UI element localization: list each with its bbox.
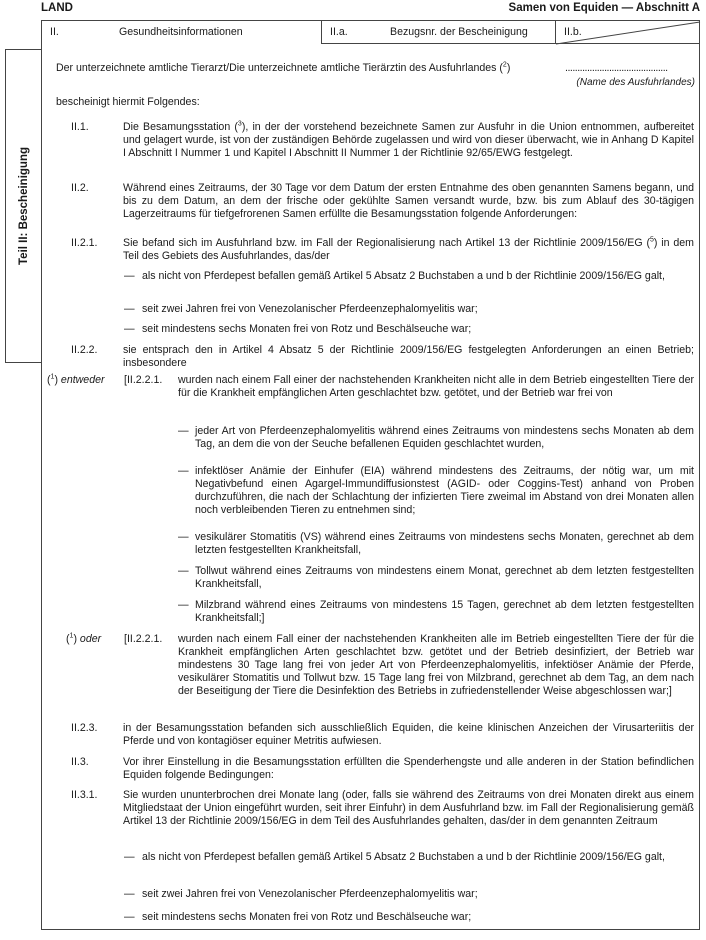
- item-ii22-text: sie entsprach den in Artikel 4 Absatz 5 der Richtlinie 2009/156/EG festgelegten Anforderungen an einen Betrieb; insbesondere: [123, 344, 694, 369]
- bullet-text: als nicht von Pferdepest befallen gemäß Artikel 5 Absatz 2 Buchstaben a und b der Richtlinie 2009/156/EG galt,: [142, 851, 665, 863]
- header-cell-label: Bezugsnr. der Bescheinigung: [390, 26, 528, 38]
- item-number: II.3.1.: [71, 789, 98, 801]
- item-text: ), in der der vorstehend bezeichnete Samen zur Ausfuhr in die Union entnommen, aufbereitet und gelagert wurde, ist von der zuständigen Behörde zugelassen und wird von dieser überwacht, wie in Anhang D Kapitel I Abschnitt I Nummer 1 und Kapitel I Abschnitt II Nummer 1 der Richtlinie 92/65/EWG festgelegt.: [123, 121, 694, 159]
- bullet-text: jeder Art von Pferdeenzephalomyelitis während eines Zeitraums von mindestens sechs Monaten ab dem Tag, an dem die von der Seuche befallenen Equiden geschlachtet wurden,: [195, 425, 694, 450]
- header-row: [41, 20, 700, 44]
- country-name-field[interactable]: ..........................................: [565, 62, 668, 74]
- intro-line: [56, 62, 536, 75]
- item-number: II.2.3.: [71, 722, 98, 734]
- certifies-line: bescheinigt hiermit Folgendes:: [56, 96, 200, 108]
- header-cell-number: II.b.: [564, 26, 582, 38]
- header-cell-iib: [555, 20, 700, 44]
- option-either-label: ($^1$) entweder: [47, 373, 105, 386]
- bullet-dash: —: [178, 465, 189, 477]
- bullet-text: seit mindestens sechs Monaten frei von Rotz und Beschälseuche war;: [142, 323, 472, 335]
- footnote-ref: 3: [237, 120, 242, 128]
- bullet-text: als nicht von Pferdepest befallen gemäß Artikel 5 Absatz 2 Buchstaben a und b der Richtlinie 2009/156/EG galt,: [142, 270, 665, 282]
- side-tab-label: Teil II: Bescheinigung: [18, 147, 30, 265]
- item-ii221-either-text: wurden nach einem Fall einer der nachstehenden Krankheiten nicht alle in dem Betrieb eingestellten Tiere der für die Krankheit empfänglichen Arten geschlachtet bzw. getötet, und der Betrieb war frei von: [178, 374, 694, 399]
- footnote-ref: 2: [502, 61, 507, 69]
- bullet-dash: —: [124, 911, 135, 923]
- intro-text: Der unterzeichnete amtliche Tierarzt/Die unterzeichnete amtliche Tierärztin des Ausfuhrlandes (: [56, 62, 503, 74]
- item-number: II.3.: [71, 756, 89, 768]
- item-ii221-or-text: wurden nach einem Fall einer der nachstehenden Krankheiten alle im Betrieb eingestellten Tiere der für die Krankheit empfänglichen Arten geschlachtet bzw. getötet und der Betrieb desinfiziert, der Betrieb war mindestens 30 Tage lang frei von jeder Art von Pferdeenzephalomyelitis, infektiöser Anämie der Pferde, vesikulärer Stomatitis und Tollwut bzw. 15 Tage lang frei von Milzbrand, gerechnet ab dem Tag, an dem nach der Beseitigung der Tiere die Desinfektion des Betriebs in zufriedenstellender Weise abgeschlossen war;]: [178, 633, 694, 697]
- bullet-text: vesikulärer Stomatitis (VS) während eines Zeitraums von mindestens sechs Monaten, gerechnet ab dem letzten festgestellten Krankheitsfall,: [195, 531, 694, 556]
- footnote-ref: 1: [69, 632, 74, 640]
- country-name-hint: (Name des Ausfuhrlandes): [576, 77, 695, 88]
- bullet-text: Tollwut während eines Zeitraums von mindestens einem Monat, gerechnet ab dem letzten festgestellten Krankheitsfall,: [195, 565, 694, 590]
- item-number: II.2.1.: [71, 237, 98, 249]
- side-tab: [5, 49, 42, 363]
- item-number: [II.2.2.1.: [124, 374, 163, 386]
- header-cell-number: II.: [50, 26, 59, 38]
- item-number: II.1.: [71, 121, 89, 133]
- item-text: Sie befand sich im Ausfuhrland bzw. im Fall der Regionalisierung nach Artikel 13 der Richtlinie 2009/156/EG (: [123, 237, 650, 249]
- bullet-dash: —: [124, 851, 135, 863]
- intro-text: ): [506, 62, 511, 74]
- option-word: entweder: [60, 374, 105, 386]
- bullet-text: seit zwei Jahren frei von Venezolanischer Pferdeenzephalomyelitis war;: [142, 303, 478, 315]
- bullet-text: Milzbrand während eines Zeitraums von mindestens 15 Tagen, gerechnet ab dem letzten festgestellten Krankheitsfall;]: [195, 599, 694, 624]
- footnote-ref: 5: [649, 236, 654, 244]
- item-number: [II.2.2.1.: [124, 633, 163, 645]
- option-word: oder: [79, 633, 102, 645]
- divider: [41, 50, 42, 362]
- bullet-dash: —: [124, 323, 135, 335]
- bullet-dash: —: [178, 531, 189, 543]
- bullet-dash: —: [178, 565, 189, 577]
- section-title: Samen von Equiden — Abschnitt A: [508, 2, 700, 14]
- bullet-dash: —: [124, 303, 135, 315]
- item-ii31-text: Sie wurden ununterbrochen drei Monate lang (oder, falls sie während des Zeitraums von drei Monaten direkt aus einem Mitgliedstaat der Union eingeführt wurden, seit ihrer Einfuhr) in dem Ausfuhrland bzw. im Fall der Regionalisierung gemäß Artikel 13 der Richtlinie 2009/156/EG in dem Teil des Ausfuhrlandes gehalten, das/der in dem genannten Zeitraum: [123, 789, 694, 827]
- item-ii1-text: [123, 121, 694, 160]
- bullet-text: seit zwei Jahren frei von Venezolanischer Pferdeenzephalomyelitis war;: [142, 888, 478, 900]
- item-ii2-text: Während eines Zeitraums, der 30 Tage vor dem Datum der ersten Entnahme des oben genannten Samens begann, und bis zu dem Datum, an dem der frische oder gekühlte Samen versandt wurde, bzw. bis zum Ablauf des 30-tägigen Lagerzeitraums für tiefgefrorenen Samen erfüllte die Besamungsstation folgende Anforderungen:: [123, 182, 694, 220]
- bullet-text: seit mindestens sechs Monaten frei von Rotz und Beschälseuche war;: [142, 911, 472, 923]
- bullet-dash: —: [124, 270, 135, 282]
- header-cell-label: Gesundheitsinformationen: [119, 26, 243, 38]
- item-text: Die Besamungsstation (: [123, 121, 238, 133]
- bullet-dash: —: [178, 425, 189, 437]
- bullet-dash: —: [124, 888, 135, 900]
- item-ii3-text: Vor ihrer Einstellung in die Besamungsstation erfüllten die Spenderhengste und alle anderen in der Station befindlichen Equiden folgende Bedingungen:: [123, 756, 694, 781]
- item-number: II.2.2.: [71, 344, 98, 356]
- item-ii21-text: [123, 237, 694, 263]
- footnote-ref: 1: [50, 373, 55, 381]
- option-or-label: ($^1$) oder: [66, 632, 102, 645]
- bullet-text: infektlöser Anämie der Einhufer (EIA) während mindestens des Zeitraums, der nötig war, um mit Negativbefund einen Agargel-Immundiffusionstest (AGID- oder Coggins-Test) anhand von Proben durchzuführen, die nach der Schlachtung der infizierten Tiere zweimal im Abstand von drei Monaten allen noch verbleibenden Tieren zu entnehmen sind;: [195, 465, 694, 516]
- item-ii23-text: in der Besamungsstation befanden sich ausschließlich Equiden, die keine klinischen Anzeichen der Virusarteriitis der Pferde und von kontagiöser equiner Metritis aufwiesen.: [123, 722, 694, 747]
- header-cell-reference-number: [321, 20, 556, 44]
- item-number: II.2.: [71, 182, 89, 194]
- country-label: LAND: [41, 2, 73, 14]
- header-cell-number: II.a.: [330, 26, 348, 38]
- header-cell-health-info: [41, 20, 322, 44]
- item-text: ) in dem Teil des Gebiets des Ausfuhrlandes, das/der: [123, 237, 694, 262]
- bullet-dash: —: [178, 599, 189, 611]
